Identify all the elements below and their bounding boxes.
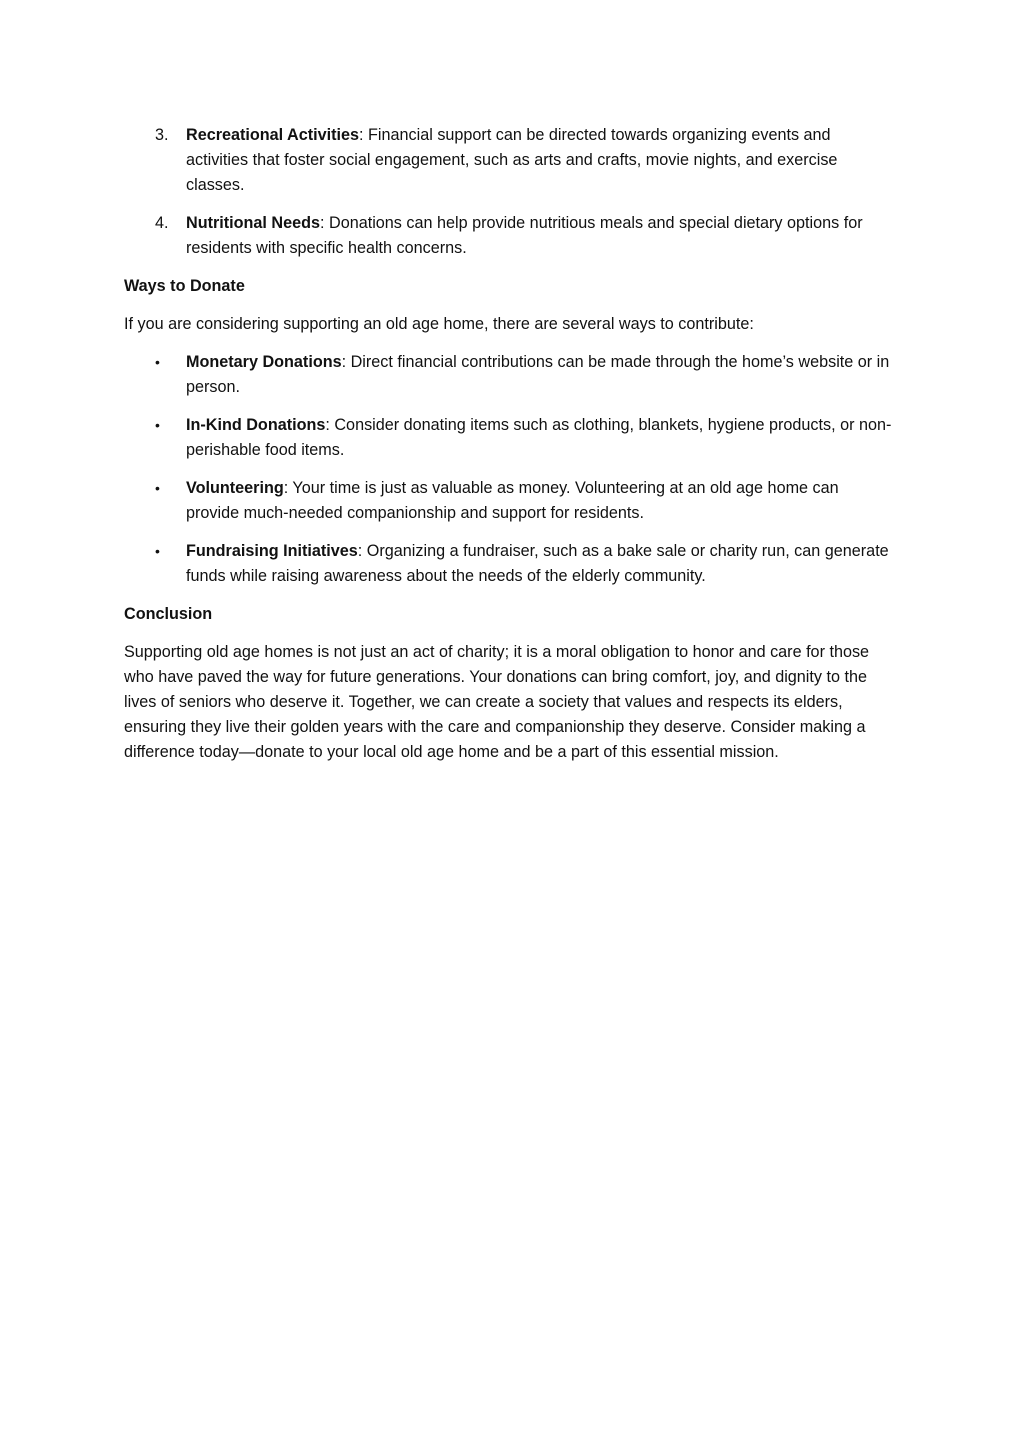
bullet-icon: • bbox=[155, 543, 160, 559]
list-item-term: In-Kind Donations bbox=[186, 416, 326, 434]
list-item-text: : Your time is just as valuable as money. Volunteering at an old age home can provide much-needed companionship and support for residents. bbox=[186, 479, 839, 522]
bullet-icon: • bbox=[155, 354, 160, 370]
bullet-list-item-volunteering bbox=[124, 476, 894, 526]
list-item-text: : Direct financial contributions can be made through the home’s website or in person. bbox=[186, 353, 890, 396]
section-heading-conclusion: Conclusion bbox=[124, 605, 213, 623]
list-item-text: : Financial support can be directed towards organizing events and activities that foster social engagement, such as arts and crafts, movie nights, and exercise classes. bbox=[186, 126, 838, 194]
list-item-term: Nutritional Needs bbox=[186, 214, 321, 232]
bullet-list-item-in-kind-donations bbox=[124, 413, 894, 463]
list-item-term: Volunteering bbox=[186, 479, 284, 497]
numbered-list-item-recreational-activities bbox=[124, 123, 894, 198]
list-item-term: Fundraising Initiatives bbox=[186, 542, 358, 560]
bullet-list-item-fundraising-initiatives bbox=[124, 539, 894, 589]
list-item-term: Recreational Activities bbox=[186, 126, 360, 144]
list-item-text: : Consider donating items such as clothing, blankets, hygiene products, or non-perishable food items. bbox=[186, 416, 892, 459]
ways-to-donate-intro: If you are considering supporting an old age home, there are several ways to contribute: bbox=[124, 315, 754, 333]
list-item-text: : Donations can help provide nutritious meals and special dietary options for residents with specific health concerns. bbox=[186, 214, 863, 257]
bullet-list-item-monetary-donations bbox=[124, 350, 894, 400]
conclusion-paragraph: Supporting old age homes is not just an act of charity; it is a moral obligation to honor and care for those who have paved the way for future generations. Your donations can bring comfort, joy, and dignity to the lives of seniors who deserve it. Together, we can create a society that values and respects its elders, ensuring they live their golden years with the care and companionship they deserve. Consider making a difference today—donate to your local old age home and be a part of this essential mission. bbox=[124, 643, 870, 761]
bullet-icon: • bbox=[155, 417, 160, 433]
document-content bbox=[124, 123, 894, 778]
list-item-term: Monetary Donations bbox=[186, 353, 342, 371]
numbered-list-item-nutritional-needs bbox=[124, 211, 894, 261]
bullet-icon: • bbox=[155, 480, 160, 496]
list-number: 4. bbox=[155, 214, 169, 232]
list-number: 3. bbox=[155, 126, 169, 144]
section-heading-ways-to-donate: Ways to Donate bbox=[124, 277, 245, 295]
list-item-text: : Organizing a fundraiser, such as a bake sale or charity run, can generate funds while raising awareness about the needs of the elderly community. bbox=[186, 542, 889, 585]
